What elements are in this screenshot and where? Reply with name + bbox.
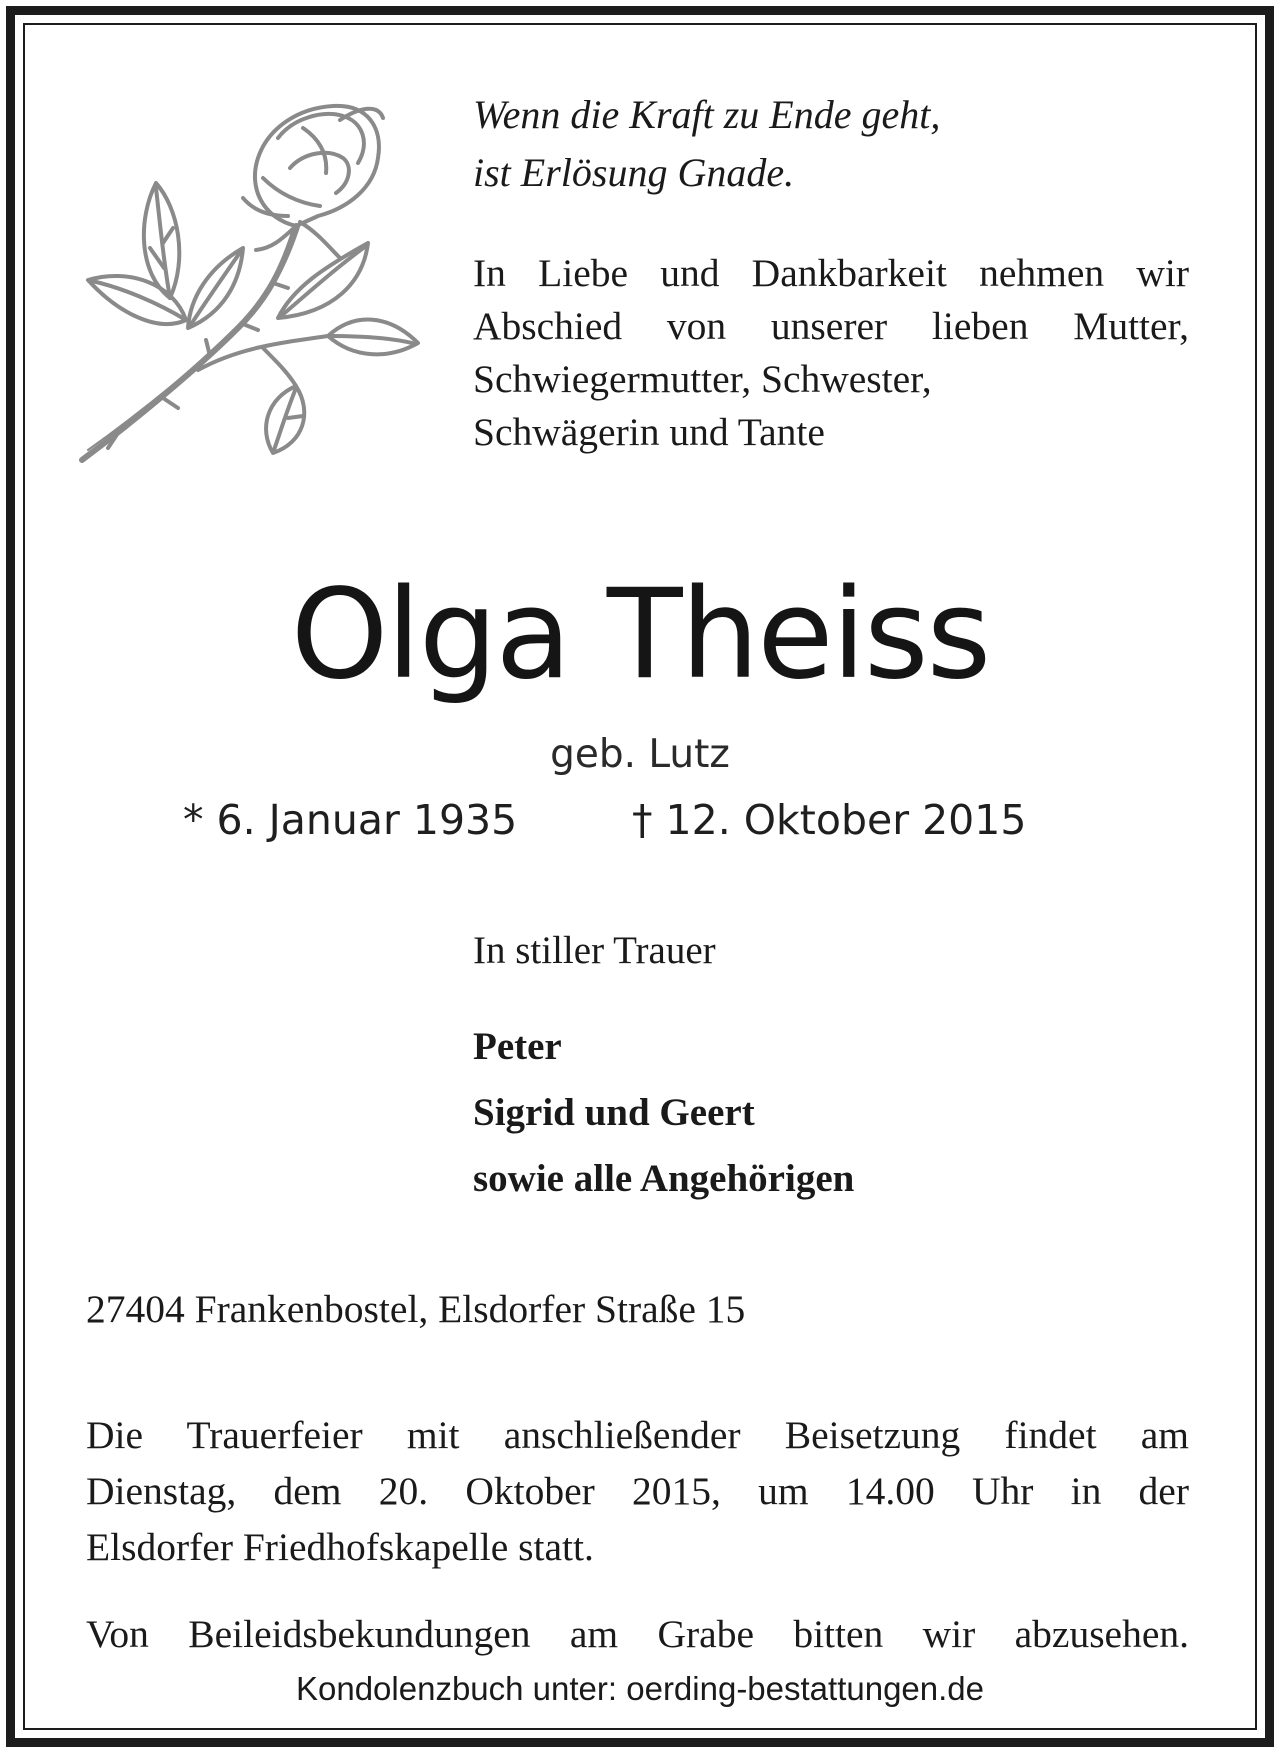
birth-date: * 6. Januar 1935 [183, 796, 518, 844]
mourning-label: In stiller Trauer [473, 929, 716, 972]
ceremony-line: Die Trauerfeier mit anschließender Beisetzung findet am [86, 1413, 1189, 1457]
ceremony-line: Dienstag, dem 20. Oktober 2015, um 14.00 Uhr in der [86, 1469, 1189, 1513]
intro-line: In Liebe und Dankbarkeit nehmen wir [473, 251, 1189, 295]
motto-quote [473, 86, 940, 202]
ceremony-line: Elsdorfer Friedhofskapelle statt. [86, 1525, 594, 1569]
intro-line: Schwiegermutter, Schwester, [473, 357, 932, 401]
intro-text [473, 247, 1189, 459]
intro-line: Schwägerin und Tante [473, 410, 825, 454]
condolence-book-link[interactable]: oerding-bestattungen.de [626, 1670, 985, 1707]
motto-line: ist Erlösung Gnade. [473, 150, 795, 195]
address: 27404 Frankenbostel, Elsdorfer Straße 15 [86, 1287, 746, 1331]
condolence-book [0, 1667, 1280, 1711]
mourners-list [473, 1014, 854, 1212]
intro-line: Abschied von unserer lieben Mutter, [473, 304, 1189, 348]
mourner-name: Sigrid und Geert [473, 1091, 755, 1134]
maiden-name: geb. Lutz [550, 732, 730, 777]
mourner-name: Peter [473, 1025, 562, 1068]
rose-illustration [78, 98, 423, 468]
ceremony-info [86, 1407, 1189, 1575]
condolence-book-label: Kondolenzbuch unter: [295, 1670, 618, 1707]
death-date: † 12. Oktober 2015 [632, 796, 1027, 844]
condolence-note: Von Beileidsbekundungen am Grabe bitten wir abzusehen. [86, 1612, 1189, 1656]
deceased-name: Olga Theiss [290, 563, 990, 707]
mourner-name: sowie alle Angehörigen [473, 1157, 855, 1200]
motto-line: Wenn die Kraft zu Ende geht, [473, 92, 941, 137]
